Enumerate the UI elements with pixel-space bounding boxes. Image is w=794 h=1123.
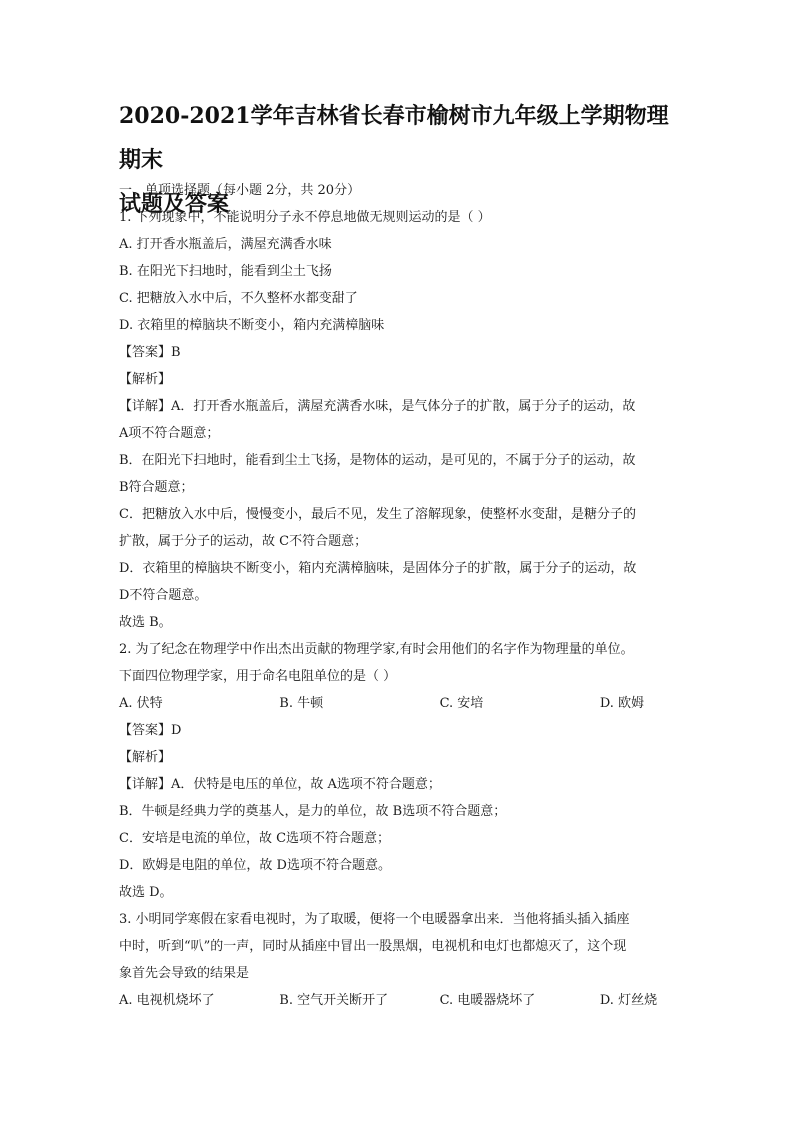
section-heading: 一、单项选择题（每小题 2分，共 20分）: [119, 183, 361, 198]
question-2-detail-line: D．欧姆是电阻的单位，故 D选项不符合题意。: [119, 858, 391, 873]
detail-text: A．打开香水瓶盖后，满屋充满香水味，是气体分子的扩散，属于分子的运动，故: [171, 399, 636, 414]
question-2-answer: [119, 717, 679, 744]
question-2-option-b: B. 牛顿: [279, 696, 324, 711]
answer-tag: 【答案】: [119, 723, 172, 738]
question-3-option-d: D. 灯丝烧: [599, 993, 658, 1008]
question-1-option-b: B. 在阳光下扫地时，能看到尘土飞扬: [119, 264, 332, 279]
question-2-options: [119, 690, 679, 717]
question-1-detail-line: A项不符合题意；: [119, 426, 220, 441]
question-1-answer: [119, 339, 679, 366]
question-1-detail-line: 扩散，属于分子的运动，故 C不符合题意；: [119, 534, 368, 549]
question-3-option-c: C. 电暖器烧坏了: [439, 993, 536, 1008]
question-2-stem-line: 2. 为了纪念在物理学中作出杰出贡献的物理学家,有时会用他们的名字作为物理量的单位。: [119, 642, 634, 657]
question-3-stem-line: 3. 小明同学寒假在家看电视时，为了取暖，便将一个电暖器拿出来．当他将插头插入插座: [119, 912, 630, 927]
question-2-stem-line: 下面四位物理学家，用于命名电阻单位的是（ ）: [119, 669, 397, 684]
question-1-detail-line: D．衣箱里的樟脑块不断变小，箱内充满樟脑味，是固体分子的扩散，属于分子的运动，故: [119, 561, 637, 576]
question-1-conclusion: 故选 B。: [119, 615, 172, 630]
question-2-option-d: D. 欧姆: [599, 696, 645, 711]
question-2-conclusion: 故选 D。: [119, 885, 173, 900]
document-body: [119, 177, 679, 1014]
answer-value: D: [171, 723, 182, 738]
detail-text: A．伏特是电压的单位，故 A选项不符合题意；: [171, 777, 441, 792]
question-1-option-c: C. 把糖放入水中后，不久整杯水都变甜了: [119, 291, 358, 306]
question-3-options: [119, 987, 679, 1014]
detail-tag: 【详解】: [119, 777, 172, 792]
question-1-detail-line: [119, 393, 679, 420]
question-1-detail-line: B符合题意；: [119, 480, 194, 495]
title-line-2: 试题及答案: [119, 191, 230, 217]
question-2-option-a: A. 伏特: [119, 696, 163, 711]
question-1-option-d: D. 衣箱里的樟脑块不断变小，箱内充满樟脑味: [119, 318, 385, 333]
answer-tag: 【答案】: [119, 345, 172, 360]
answer-value: B: [171, 345, 181, 360]
question-1-stem: 1. 下列现象中，不能说明分子永不停息地做无规则运动的是（ ）: [119, 210, 491, 225]
question-1-option-a: A. 打开香水瓶盖后，满屋充满香水味: [119, 237, 332, 252]
question-2-detail-line: B．牛顿是经典力学的奠基人，是力的单位，故 B选项不符合题意；: [119, 804, 507, 819]
question-3-stem-line: 象首先会导致的结果是: [119, 966, 250, 981]
question-1-analysis-tag: 【解析】: [119, 372, 172, 387]
question-3-option-b: B. 空气开关断开了: [279, 993, 389, 1008]
question-3-option-a: A. 电视机烧坏了: [119, 993, 215, 1008]
question-1-detail-line: B．在阳光下扫地时，能看到尘土飞扬，是物体的运动，是可见的，不属于分子的运动，故: [119, 453, 636, 468]
question-1-detail-line: C．把糖放入水中后，慢慢变小，最后不见，发生了溶解现象，使整杯水变甜，是糖分子的: [119, 507, 636, 522]
question-2-detail-line: [119, 771, 679, 798]
question-2-analysis-tag: 【解析】: [119, 750, 172, 765]
title-line-1: 2020-2021学年吉林省长春市榆树市九年级上学期物理期末: [119, 103, 669, 173]
question-2-option-c: C. 安培: [439, 696, 484, 711]
question-1-detail-line: D不符合题意。: [119, 588, 208, 603]
question-2-detail-line: C．安培是电流的单位，故 C选项不符合题意；: [119, 831, 391, 846]
question-3-stem-line: 中时，听到“叭”的一声，同时从插座中冒出一股黑烟，电视机和电灯也都熄灭了，这个现: [119, 939, 627, 954]
detail-tag: 【详解】: [119, 399, 172, 414]
